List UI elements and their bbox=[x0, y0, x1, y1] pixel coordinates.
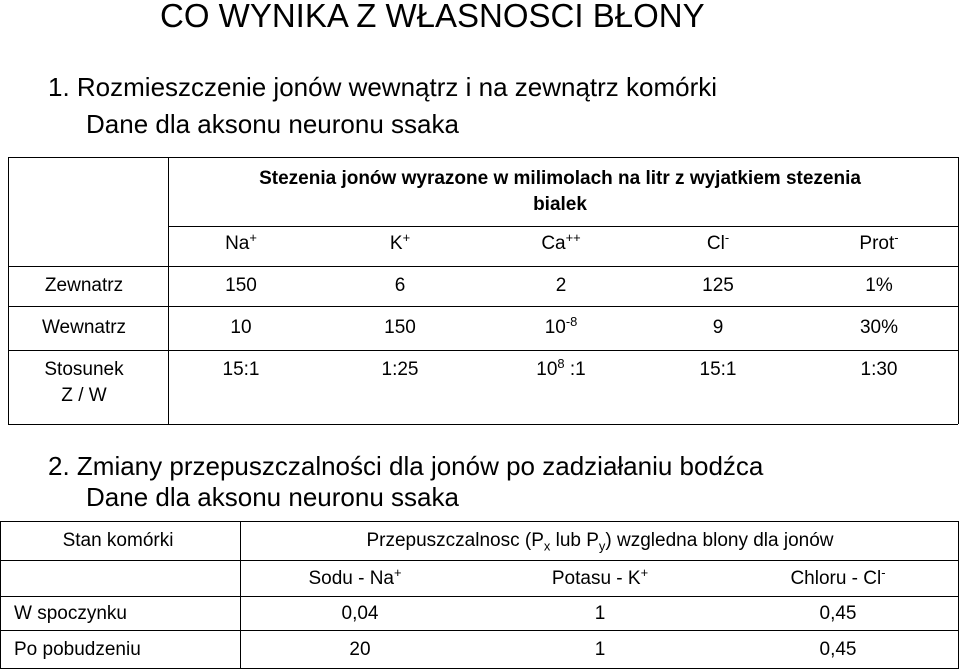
ion-table-caption-line2: bialek bbox=[533, 194, 587, 215]
cell-prot: 1:30 bbox=[860, 359, 898, 380]
cell-k: 1:25 bbox=[381, 359, 419, 380]
cell-chloru: 0,45 bbox=[819, 603, 857, 624]
cell-prot: 30% bbox=[859, 317, 899, 338]
cell-potasu: 1 bbox=[594, 639, 606, 660]
column-header-k: K+ bbox=[389, 229, 411, 254]
cell-ca: $10^{-8}$ bbox=[544, 313, 578, 338]
column-header-prot: Prot- bbox=[859, 229, 899, 254]
row-label-line1: Stosunek bbox=[44, 359, 124, 380]
cell-k: 6 bbox=[394, 275, 406, 296]
section2-heading: 2. Zmiany przepuszczalności dla jonów po zadziałaniu bodźca bbox=[48, 451, 764, 481]
cell-na: 15:1 bbox=[222, 359, 260, 380]
cell-ca: 2 bbox=[555, 275, 567, 296]
cell-potasu: 1 bbox=[594, 603, 606, 624]
cell-cl: 15:1 bbox=[699, 359, 737, 380]
cell-cl: 9 bbox=[712, 317, 724, 338]
cell-sodu: 0,04 bbox=[341, 603, 379, 624]
column-header-chloru: Chloru - Cl- bbox=[790, 564, 886, 589]
cell-k: 150 bbox=[384, 317, 416, 338]
cell-ca: $10^8$ :1 bbox=[536, 355, 586, 380]
column-header-potasu: Potasu - K+ bbox=[551, 564, 649, 589]
row-label: Wewnatrz bbox=[41, 317, 127, 338]
header-permeability: Przepuszczalnosc ($P_x$ lub $P_y$) wzgledna blony dla jonów bbox=[366, 530, 834, 554]
column-header-sodu: Sodu - Na+ bbox=[308, 564, 402, 589]
cell-sodu: 20 bbox=[349, 639, 371, 660]
column-header-na: Na+ bbox=[225, 229, 257, 254]
cell-na: 150 bbox=[225, 275, 257, 296]
row-label: Po pobudzeniu bbox=[14, 639, 141, 660]
column-header-ca: Ca++ bbox=[541, 229, 581, 254]
page-title: CO WYNIKA Z WŁASNOSCI BŁONY bbox=[160, 0, 705, 34]
section1-heading: 1. Rozmieszczenie jonów wewnątrz i na zewnątrz komórki bbox=[48, 72, 718, 102]
row-label: Zewnatrz bbox=[44, 275, 124, 296]
cell-prot: 1% bbox=[865, 275, 893, 296]
cell-chloru: 0,45 bbox=[819, 639, 857, 660]
header-stan-komorki: Stan komórki bbox=[62, 530, 174, 551]
cell-cl: 125 bbox=[702, 275, 734, 296]
cell-na: 10 bbox=[230, 317, 252, 338]
column-header-cl: Cl- bbox=[706, 229, 730, 254]
row-label-line2: Z / W bbox=[61, 385, 107, 406]
section1-subheading: Dane dla aksonu neuronu ssaka bbox=[86, 109, 459, 139]
row-label: W spoczynku bbox=[14, 603, 127, 624]
ion-table-caption-line1: Stezenia jonów wyrazone w milimolach na litr z wyjatkiem stezenia bbox=[259, 168, 861, 189]
section2-subheading: Dane dla aksonu neuronu ssaka bbox=[86, 482, 459, 512]
